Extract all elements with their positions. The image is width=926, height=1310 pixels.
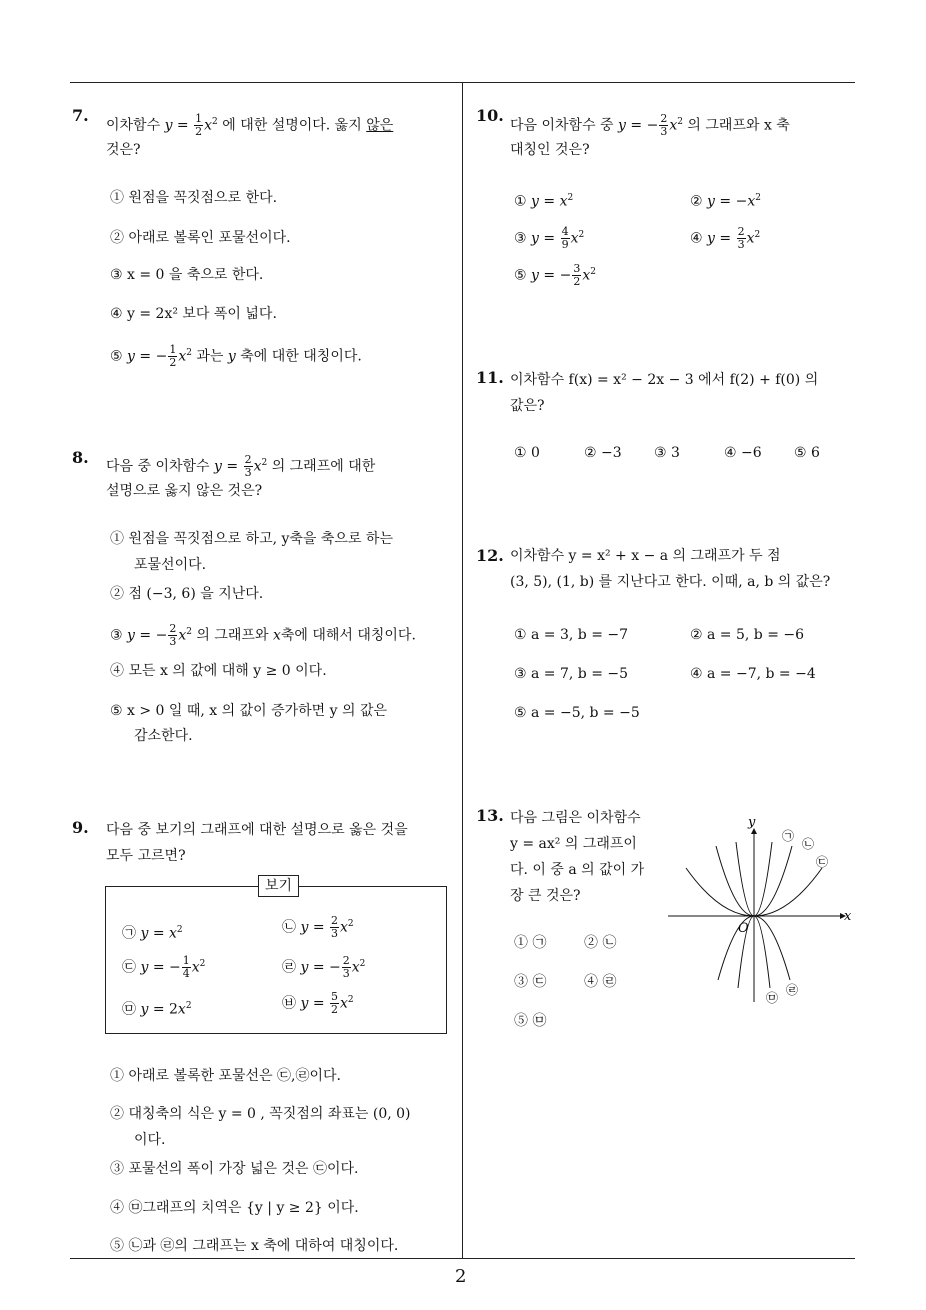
- q7-stem-text-a: 이차함수: [106, 117, 161, 134]
- curve-label-5: ㉤: [766, 991, 779, 1005]
- question-13-number: 13.: [476, 806, 504, 825]
- question-9-number: 9.: [72, 818, 89, 837]
- q7-stem-underlined: 않은: [366, 117, 394, 134]
- q8-choice-4[interactable]: ④ 모든 x 의 값에 대해 y ≥ 0 이다.: [110, 663, 327, 679]
- q13-choice-1[interactable]: ① ㉠: [514, 935, 547, 951]
- q8-stem-text-b: 의 그래프에 대한: [271, 458, 376, 475]
- q9-choice-1[interactable]: ① 아래로 볼록한 포물선은 ㉢,㉣이다.: [110, 1068, 341, 1084]
- curve-label-2: ㉡: [802, 837, 815, 851]
- y-axis-label: y: [748, 815, 756, 830]
- q8-choice-5[interactable]: ⑤ x > 0 일 때, x 의 값이 증가하면 y 의 값은: [110, 703, 388, 719]
- q13-stem-line1: 다음 그림은 이차함수: [510, 810, 641, 826]
- bogi-item-4: ㉣ y = − $\frac{2}{3}$ $x^2$: [282, 954, 366, 981]
- q9-choice-5[interactable]: ⑤ ㉡과 ㉣의 그래프는 x 축에 대하여 대칭이다.: [110, 1238, 399, 1254]
- bogi-item-3: ㉢ y = − $\frac{1}{4}$ $x^2$: [122, 954, 206, 981]
- q13-choice-2[interactable]: ② ㉡: [584, 935, 617, 951]
- q13-stem-line4: 장 큰 것은?: [510, 888, 581, 904]
- bogi-item-6: ㉥ y = $\frac{5}{2}$ $x^2$: [282, 990, 354, 1017]
- bottom-rule: [70, 1258, 855, 1259]
- q13-stem-line2: y = ax² 의 그래프이: [510, 836, 637, 852]
- q8-choice-3[interactable]: ③ y = − $\frac{2}{3}$ $x^2$ 의 그래프와 x축에 대해서 대칭이다.: [110, 622, 416, 649]
- q13-choice-3[interactable]: ③ ㉢: [514, 974, 547, 990]
- q11-choice-3[interactable]: ③ 3: [654, 445, 680, 461]
- q9-choice-4[interactable]: ④ ㉤그래프의 치역은 {y | y ≥ 2} 이다.: [110, 1200, 359, 1216]
- q10-choice-3[interactable]: ③ y = $\frac{4}{9}$ $x^2$: [514, 225, 585, 252]
- x-axis-label: x: [844, 909, 852, 924]
- q13-choice-4[interactable]: ④ ㉣: [584, 974, 617, 990]
- q10-choice-1[interactable]: ① $y = x^2$: [514, 193, 574, 210]
- bogi-title: 보기: [258, 875, 299, 897]
- q7-choice-4[interactable]: ④ y = 2x² 보다 폭이 넓다.: [110, 306, 277, 322]
- q13-parabola-graph: [664, 812, 860, 1008]
- question-8-number: 8.: [72, 448, 89, 467]
- q7-choice-5[interactable]: ⑤ y = − $\frac{1}{2}$ $x^2$ 과는 y 축에 대한 대칭이다.: [110, 343, 362, 370]
- question-10-number: 10.: [476, 106, 504, 125]
- q12-choice-5[interactable]: ⑤ a = −5, b = −5: [514, 705, 640, 721]
- q11-choice-1[interactable]: ① 0: [514, 445, 540, 461]
- q9-choice-3[interactable]: ③ 포물선의 폭이 가장 넓은 것은 ㉢이다.: [110, 1161, 359, 1177]
- q12-choice-1[interactable]: ① a = 3, b = −7: [514, 627, 629, 643]
- q12-choice-2[interactable]: ② a = 5, b = −6: [690, 627, 805, 643]
- q10-stem-line2: 대칭인 것은?: [510, 142, 590, 158]
- q13-stem-line3: 다. 이 중 a 의 값이 가: [510, 862, 645, 878]
- q12-choice-4[interactable]: ④ a = −7, b = −4: [690, 666, 816, 682]
- q10-choice-4[interactable]: ④ y = $\frac{2}{3}$ $x^2$: [690, 225, 761, 252]
- curve-label-4: ㉣: [786, 983, 799, 997]
- q11-stem-line1: 이차함수 f(x) = x² − 2x − 3 에서 f(2) + f(0) 의: [510, 372, 819, 388]
- question-10-stem: 다음 이차함수 중 y = − $\frac{2}{3}$ $x^2$ 의 그래프와 x 축: [510, 112, 790, 139]
- q7-choice-2[interactable]: ② 아래로 볼록인 포물선이다.: [110, 230, 291, 246]
- question-8-stem: 다음 중 이차함수 y = $\frac{2}{3}$ $x^2$ 의 그래프에 대한: [106, 453, 376, 480]
- q8-choice-5-cont: 감소한다.: [134, 728, 193, 744]
- q13-choice-5[interactable]: ⑤ ㉤: [514, 1013, 547, 1029]
- bogi-item-5: ㉤ $y = 2x^2$: [122, 1001, 192, 1018]
- curve-label-1: ㉠: [782, 829, 795, 843]
- column-divider: [462, 83, 463, 1259]
- q8-choice-2[interactable]: ② 점 (−3, 6) 을 지난다.: [110, 586, 264, 602]
- q9-stem-line1: 다음 중 보기의 그래프에 대한 설명으로 옳은 것을: [106, 822, 408, 838]
- q7-choice-1[interactable]: ① 원점을 꼭짓점으로 한다.: [110, 190, 278, 206]
- q11-stem-line2: 값은?: [510, 398, 545, 414]
- q11-choice-5[interactable]: ⑤ 6: [794, 445, 820, 461]
- bogi-item-1: ㉠ $y = x^2$: [122, 925, 183, 942]
- q10-stem-text-b: 의 그래프와 x 축: [687, 117, 790, 134]
- q12-stem-line2: (3, 5), (1, b) 를 지난다고 한다. 이때, a, b 의 값은?: [510, 574, 831, 590]
- page-number: 2: [455, 1266, 467, 1287]
- q8-choice-1[interactable]: ① 원점을 꼭짓점으로 하고, y축을 축으로 하는: [110, 531, 393, 547]
- question-7-stem: 이차함수 y = $\frac{1}{2}$ $x^2$ 에 대한 설명이다. 옳지 않은: [106, 112, 394, 139]
- q12-choice-3[interactable]: ③ a = 7, b = −5: [514, 666, 629, 682]
- origin-label: O: [738, 921, 749, 936]
- question-12-number: 12.: [476, 546, 504, 565]
- q9-choice-2[interactable]: ② 대칭축의 식은 y = 0 , 꼭짓점의 좌표는 (0, 0): [110, 1106, 411, 1122]
- bogi-item-2: ㉡ y = $\frac{2}{3}$ $x^2$: [282, 914, 354, 941]
- q7-choice-3[interactable]: ③ x = 0 을 축으로 한다.: [110, 267, 264, 283]
- q9-choice-2-cont: 이다.: [134, 1132, 166, 1148]
- q9-stem-line2: 모두 고르면?: [106, 848, 186, 864]
- q10-choice-2[interactable]: ② $y = -x^2$: [690, 193, 761, 210]
- q11-choice-2[interactable]: ② −3: [584, 445, 622, 461]
- question-11-number: 11.: [476, 368, 504, 387]
- q11-choice-4[interactable]: ④ −6: [724, 445, 762, 461]
- q10-stem-text-a: 다음 이차함수 중: [510, 117, 614, 134]
- q8-stem-line2: 설명으로 옳지 않은 것은?: [106, 483, 263, 499]
- question-7-number: 7.: [72, 106, 89, 125]
- q8-choice-1-cont: 포물선이다.: [134, 557, 207, 573]
- q12-stem-line1: 이차함수 y = x² + x − a 의 그래프가 두 점: [510, 548, 781, 564]
- q7-stem-line2: 것은?: [106, 142, 141, 158]
- curve-label-3: ㉢: [816, 855, 829, 869]
- q8-stem-text-a: 다음 중 이차함수: [106, 458, 210, 475]
- q7-stem-text-b: 에 대한 설명이다. 옳지: [222, 117, 362, 134]
- q10-choice-5[interactable]: ⑤ y = − $\frac{3}{2}$ $x^2$: [514, 262, 596, 289]
